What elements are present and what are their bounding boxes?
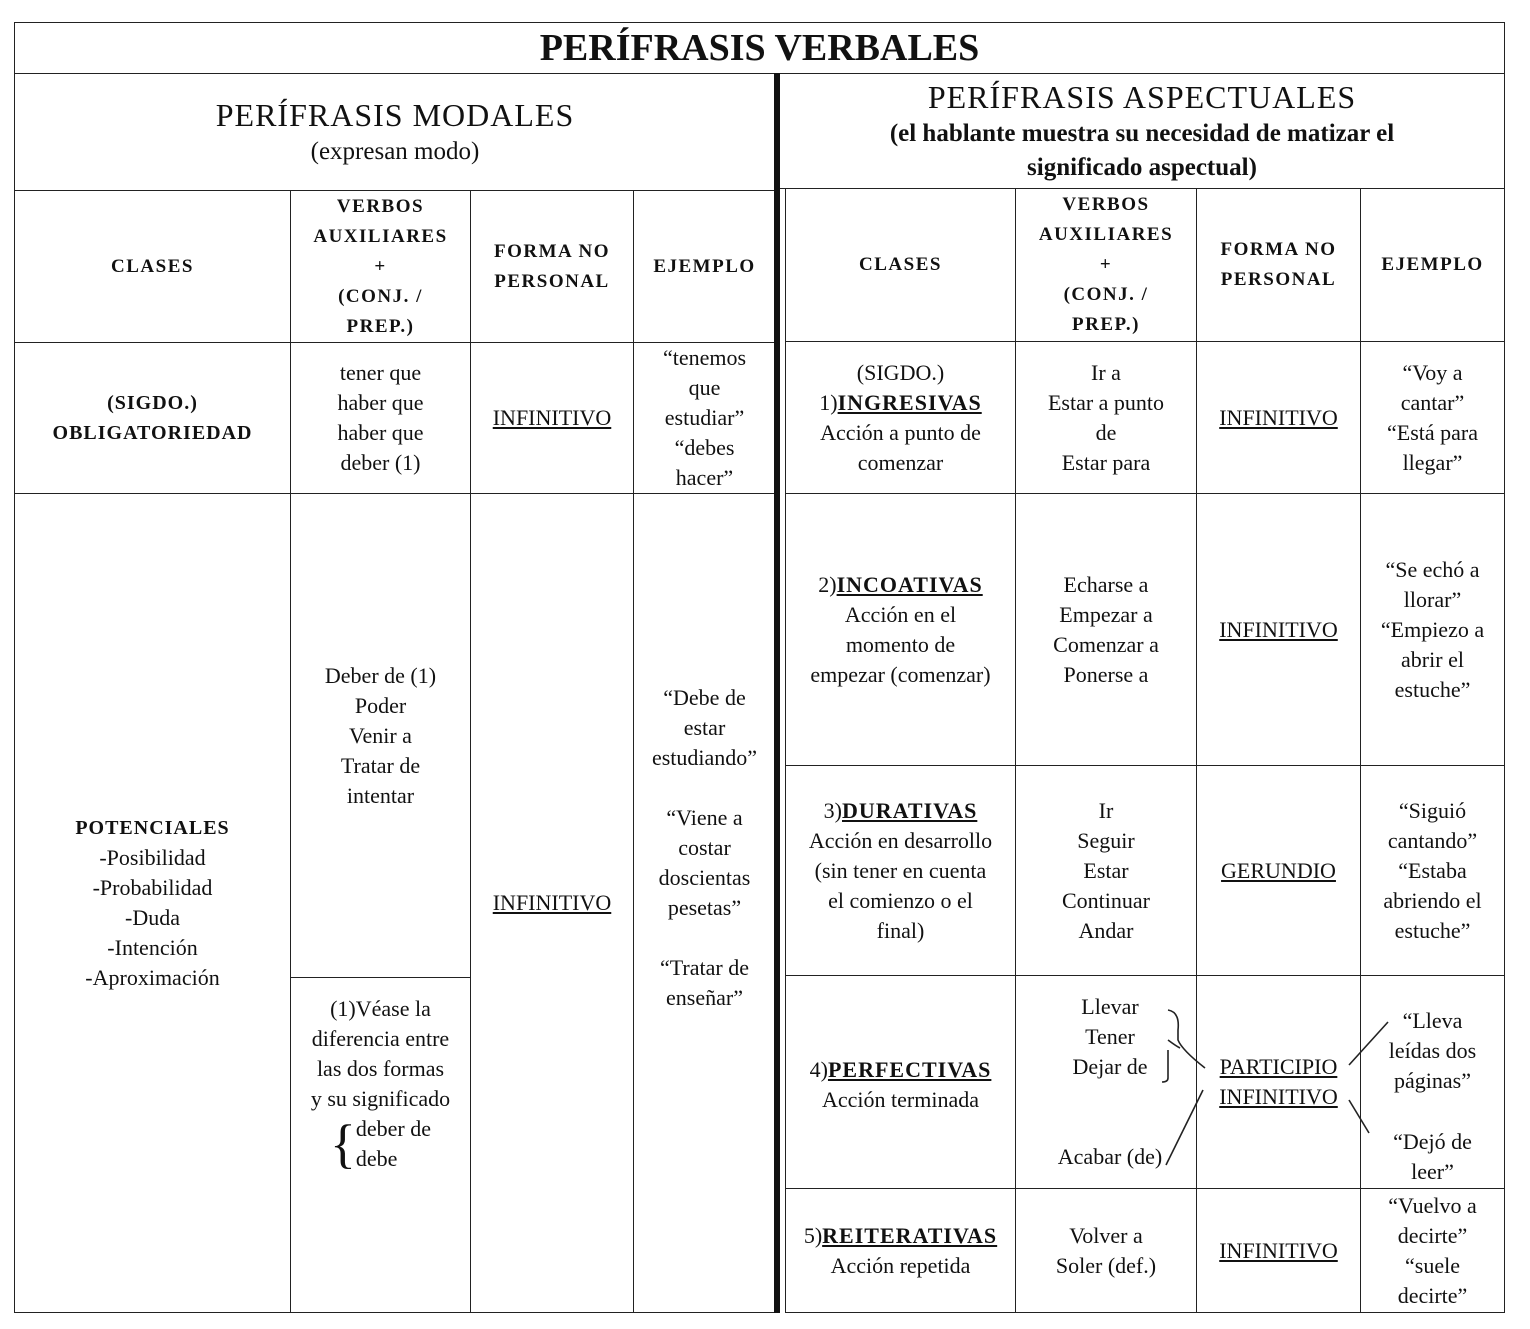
text-line: “Lleva bbox=[1402, 1008, 1463, 1033]
clases-cell bbox=[785, 765, 1016, 976]
text-line: llegar” bbox=[1402, 449, 1463, 475]
text-line: estuche” bbox=[1394, 917, 1471, 943]
text-line: Poder bbox=[354, 692, 407, 718]
text-line: Estar bbox=[1083, 857, 1129, 883]
text-line: “Tratar de bbox=[660, 955, 749, 980]
text-line: las dos formas bbox=[316, 1056, 445, 1081]
text-line: abriendo el bbox=[1383, 887, 1482, 913]
text-line: -Posibilidad bbox=[99, 845, 206, 870]
class-desc bbox=[820, 418, 981, 478]
header-clases: CLASES bbox=[785, 188, 1016, 342]
text-line: Acción repetida bbox=[830, 1252, 971, 1278]
text-line: “Está para bbox=[1387, 419, 1478, 445]
text-line: (SIGDO.) bbox=[107, 392, 198, 414]
header-ejemplo: EJEMPLO bbox=[633, 190, 776, 343]
header-clases: CLASES bbox=[14, 190, 291, 343]
text-line: leídas dos bbox=[1388, 1038, 1477, 1063]
text-line: haber que bbox=[337, 420, 424, 445]
text-line: Acción terminada bbox=[822, 1087, 979, 1112]
clases-cell bbox=[785, 1188, 1016, 1313]
text-line: Estar a punto bbox=[1047, 389, 1165, 415]
text-line: + bbox=[374, 255, 387, 277]
text-line: que bbox=[688, 375, 721, 400]
text-line: “Siguió bbox=[1398, 797, 1467, 823]
forma-text-infinitivo: INFINITIVO bbox=[1219, 1084, 1338, 1109]
forma-cell bbox=[1196, 1188, 1361, 1313]
text-line: intentar bbox=[346, 782, 415, 808]
text-line: hacer” bbox=[675, 465, 734, 490]
text-line: estar bbox=[683, 715, 726, 740]
text-line: PREP.) bbox=[1072, 314, 1140, 335]
text-line: -Intención bbox=[107, 935, 198, 960]
class-title: PERFECTIVAS bbox=[827, 1057, 992, 1082]
text-line: “Vuelvo a bbox=[1388, 1192, 1477, 1218]
text-line: Seguir bbox=[1077, 827, 1135, 853]
forma-text: INFINITIVO bbox=[1219, 1237, 1338, 1263]
text-line: leer” bbox=[1411, 1159, 1454, 1184]
header-forma bbox=[470, 190, 634, 343]
text-line: decirte” bbox=[1397, 1222, 1468, 1248]
text-line: Tratar de bbox=[340, 752, 421, 778]
text-line: Ponerse a bbox=[1063, 661, 1149, 687]
note-cell bbox=[290, 977, 471, 1313]
text-line: + bbox=[1099, 254, 1113, 275]
ejemplo-cell bbox=[1360, 493, 1505, 766]
forma-cell bbox=[470, 342, 634, 494]
potenciales-title: POTENCIALES bbox=[75, 817, 230, 839]
text-line: Deber de (1) bbox=[324, 662, 437, 688]
text-line: decirte” bbox=[1397, 1282, 1468, 1308]
text-line: llorar” bbox=[1403, 586, 1462, 612]
text-line: FORMA NO bbox=[1220, 239, 1337, 260]
text-line: enseñar” bbox=[666, 985, 743, 1010]
text-line: “Voy a bbox=[1402, 359, 1463, 385]
ejemplo-2 bbox=[1370, 1127, 1495, 1187]
text-line: -Duda bbox=[125, 905, 180, 930]
text-line: Llevar bbox=[1081, 994, 1139, 1019]
text-line: (CONJ. / bbox=[1063, 284, 1149, 305]
forma-cell bbox=[1196, 975, 1361, 1189]
text-line: final) bbox=[876, 917, 925, 943]
text-line: “Estaba bbox=[1398, 857, 1467, 883]
clases-cell bbox=[785, 341, 1016, 494]
class-title: DURATIVAS bbox=[842, 797, 978, 823]
text-line: cantar” bbox=[1400, 389, 1465, 415]
text-line: momento de bbox=[845, 631, 956, 657]
forma-text: INFINITIVO bbox=[492, 405, 612, 430]
text-line: “Viene a bbox=[666, 805, 743, 830]
text-line: “Empiezo a bbox=[1380, 616, 1485, 642]
text-line: (sin tener en cuenta bbox=[814, 857, 987, 883]
forma-cell bbox=[1196, 341, 1361, 494]
ejemplo-cell bbox=[633, 493, 776, 1313]
ejemplo-cell bbox=[1360, 765, 1505, 976]
text-line: Ir a bbox=[1091, 359, 1121, 385]
text-line: costar bbox=[678, 835, 731, 860]
text-line: Ir bbox=[1098, 797, 1114, 823]
text-line: AUXILIARES bbox=[313, 225, 448, 247]
text-line: Dejar de bbox=[1072, 1054, 1148, 1079]
forma-text-participio: PARTICIPIO bbox=[1219, 1054, 1338, 1079]
class-title: REITERATIVAS bbox=[822, 1222, 998, 1248]
clases-cell bbox=[785, 975, 1016, 1189]
class-number: 2) bbox=[818, 571, 837, 597]
class-number: 5) bbox=[803, 1222, 823, 1248]
text-line: el comienzo o el bbox=[828, 887, 973, 913]
class-name bbox=[810, 1055, 992, 1085]
ejemplo-cell bbox=[1360, 341, 1505, 494]
class-number: 4) bbox=[809, 1057, 828, 1082]
forma-text: INFINITIVO bbox=[1219, 404, 1338, 430]
text-line: -Aproximación bbox=[85, 965, 220, 990]
aspectuales-subtitle bbox=[890, 117, 1394, 185]
section-divider bbox=[774, 73, 780, 1313]
text-line: abrir el bbox=[1401, 646, 1464, 672]
clases-cell bbox=[785, 493, 1016, 766]
modales-title: PERÍFRASIS MODALES bbox=[215, 97, 575, 133]
text-line: significado aspectual) bbox=[1027, 154, 1257, 181]
text-line: Comenzar a bbox=[1053, 631, 1159, 657]
text-line: FORMA NO bbox=[494, 240, 610, 262]
forma-cell bbox=[1196, 493, 1361, 766]
text-line: Venir a bbox=[349, 722, 412, 748]
text-line: Andar bbox=[1078, 917, 1134, 943]
class-desc bbox=[809, 826, 992, 946]
header-forma bbox=[1196, 188, 1361, 342]
text-line: haber que bbox=[337, 390, 424, 415]
text-line: Echarse a bbox=[1063, 571, 1149, 597]
text-line: AUXILIARES bbox=[1038, 224, 1174, 245]
class-name bbox=[804, 1221, 997, 1251]
text-line: PREP.) bbox=[346, 315, 415, 337]
forma-cell bbox=[470, 493, 634, 1313]
verbos-cell bbox=[290, 342, 471, 494]
text-line: Continuar bbox=[1062, 887, 1150, 913]
text-line: estuche” bbox=[1394, 676, 1471, 702]
text-line: deber (1) bbox=[340, 450, 421, 475]
title-cell bbox=[14, 22, 1505, 74]
text-line: “suele bbox=[1405, 1252, 1460, 1278]
text-line: (CONJ. / bbox=[338, 285, 423, 307]
text-line: “Debe de bbox=[663, 685, 746, 710]
text-line: “Dejó de bbox=[1393, 1129, 1472, 1154]
verbos-cell bbox=[1015, 341, 1197, 494]
text-line: estudiar” bbox=[664, 405, 745, 430]
text-line: “Se echó a bbox=[1385, 556, 1480, 582]
text-line: PERSONAL bbox=[1220, 269, 1337, 290]
text-line: (el hablante muestra su necesidad de matizar el bbox=[889, 120, 1395, 147]
forma-text: INFINITIVO bbox=[492, 890, 612, 915]
text-line: Acción en desarrollo bbox=[808, 827, 993, 853]
text-line: (1)Véase la bbox=[330, 996, 431, 1021]
text-line: cantando” bbox=[1387, 827, 1478, 853]
class-title: INCOATIVAS bbox=[836, 571, 983, 597]
potenciales-list bbox=[85, 843, 219, 993]
aspectuales-title: PERÍFRASIS ASPECTUALES bbox=[927, 79, 1357, 115]
verbos-cell bbox=[290, 493, 471, 978]
header-verbos bbox=[290, 190, 471, 343]
page-title: PERÍFRASIS VERBALES bbox=[539, 27, 980, 69]
verbos-cell bbox=[1015, 765, 1197, 976]
ejemplo-cell bbox=[1360, 1188, 1505, 1313]
verbos-cell bbox=[1015, 493, 1197, 766]
verbos-cell bbox=[1015, 1188, 1197, 1313]
brace-icon: { bbox=[329, 1114, 356, 1174]
class-desc bbox=[810, 600, 990, 690]
note-brace-group bbox=[330, 1114, 431, 1174]
class-number: 1) bbox=[819, 389, 838, 415]
clases-cell bbox=[14, 342, 291, 494]
aspectuales-band bbox=[779, 73, 1505, 189]
text-line: estudiando” bbox=[651, 745, 758, 770]
note-text bbox=[311, 994, 450, 1114]
ejemplo-1 bbox=[1370, 1006, 1495, 1096]
text-line: y su significado bbox=[310, 1086, 451, 1111]
sigdo-label: (SIGDO.) bbox=[856, 359, 945, 385]
forma-cell bbox=[1196, 765, 1361, 976]
text-line: debe bbox=[355, 1146, 398, 1171]
ejemplo-cell bbox=[633, 342, 776, 494]
class-title: INGRESIVAS bbox=[837, 389, 982, 415]
text-line: empezar (comenzar) bbox=[810, 661, 991, 687]
forma-text: GERUNDIO bbox=[1221, 857, 1336, 883]
class-desc bbox=[822, 1085, 979, 1115]
text-line: Acción a punto de bbox=[820, 419, 981, 445]
text-line: Volver a bbox=[1069, 1222, 1143, 1248]
class-name bbox=[819, 388, 981, 418]
text-line: páginas” bbox=[1394, 1068, 1471, 1093]
modales-subtitle: (expresan modo) bbox=[310, 138, 480, 165]
text-line: de bbox=[1095, 419, 1117, 445]
class-desc bbox=[831, 1251, 971, 1281]
verbos-extra: Acabar (de) bbox=[1057, 1144, 1163, 1169]
clases-cell bbox=[14, 493, 291, 1313]
forma-text: INFINITIVO bbox=[1219, 616, 1338, 642]
header-ejemplo: EJEMPLO bbox=[1360, 188, 1505, 342]
text-line: Acción en el bbox=[844, 601, 957, 627]
text-line: Empezar a bbox=[1059, 601, 1153, 627]
verbos-group bbox=[1060, 992, 1160, 1082]
text-line: VERBOS bbox=[1062, 194, 1150, 215]
text-line: Estar para bbox=[1061, 449, 1151, 475]
header-verbos bbox=[1015, 188, 1197, 342]
class-name bbox=[824, 796, 978, 826]
text-line: pesetas” bbox=[667, 895, 742, 920]
text-line: comenzar bbox=[857, 449, 944, 475]
text-line: VERBOS bbox=[336, 195, 425, 217]
text-line: deber de bbox=[355, 1116, 432, 1141]
text-line: PERSONAL bbox=[494, 270, 610, 292]
text-line: OBLIGATORIEDAD bbox=[52, 422, 253, 444]
modales-band bbox=[14, 73, 776, 191]
text-line: doscientas bbox=[658, 865, 751, 890]
text-line: Soler (def.) bbox=[1055, 1252, 1157, 1278]
text-line: -Probabilidad bbox=[92, 875, 213, 900]
text-line: “debes bbox=[674, 435, 735, 460]
text-line: Tener bbox=[1085, 1024, 1135, 1049]
class-number: 3) bbox=[823, 797, 842, 823]
text-line: diferencia entre bbox=[311, 1026, 450, 1051]
text-line: tener que bbox=[339, 360, 422, 385]
note-brace-text bbox=[356, 1114, 431, 1174]
text-line: “tenemos bbox=[662, 345, 747, 370]
class-name bbox=[818, 570, 982, 600]
